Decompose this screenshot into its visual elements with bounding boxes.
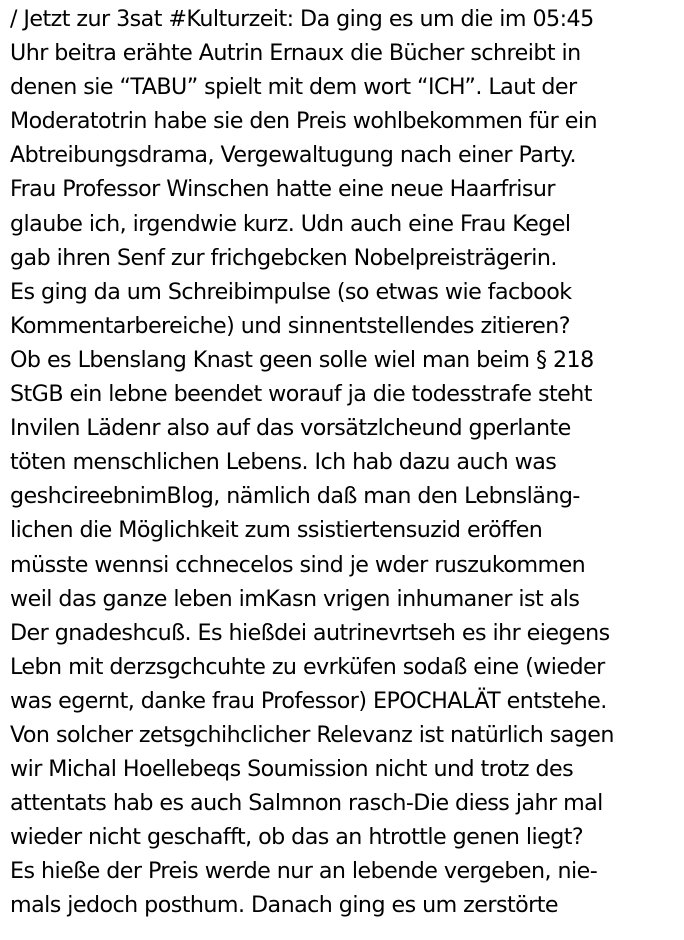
text-line: weil das ganze leben imKasn vrigen inhumaner ist als: [10, 585, 580, 612]
text-line: StGB ein lebne beendet worauf ja die todesstrafe steht: [10, 381, 592, 408]
text-line: gab ihren Senf zur frichgebcken Nobelpreisträgerin.: [10, 244, 557, 271]
text-line: attentats hab es auch Salmnon rasch-Die diess jahr mal: [10, 790, 603, 817]
body-text: [10, 2, 680, 923]
text-line: geshcireebnimBlog, nämlich daß man den Lebnsläng-: [10, 483, 580, 510]
text-line: Moderatotrin habe sie den Preis wohlbekommen für ein: [10, 108, 597, 135]
text-line: Invilen Lädenr also auf das vorsätzlcheund gperlante: [10, 415, 571, 442]
text-line: Lebn mit derzsgchcuhte zu evrküfen sodaß eine (wieder: [10, 653, 605, 680]
text-line: wir Michal Hoellebeqs Soumission nicht und trotz des: [10, 756, 574, 783]
text-line: Kommentarbereiche) und sinnentstellendes zitieren?: [10, 312, 570, 339]
text-line: mals jedoch posthum. Danach ging es um zerstörte: [10, 892, 558, 919]
text-line: glaube ich, irgendwie kurz. Udn auch eine Frau Kegel: [10, 210, 571, 237]
text-line: Abtreibungsdrama, Vergewaltugung nach einer Party.: [10, 142, 576, 169]
text-line: müsste wennsi cchnecelos sind je wder ruszukommen: [10, 551, 586, 578]
text-line: lichen die Möglichkeit zum ssistiertensuzid eröffen: [10, 517, 543, 544]
text-line: Uhr beitra erähte Autrin Ernaux die Bücher schreibt in: [10, 40, 581, 67]
text-line: Der gnadeshcuß. Es hießdei autrinevrtseh es ihr eiegens: [10, 619, 610, 646]
text-line: Frau Professor Winschen hatte eine neue Haarfrisur: [10, 176, 555, 203]
text-line: Es ging da um Schreibimpulse (so etwas wie facbook: [10, 278, 572, 305]
text-line: töten menschlichen Lebens. Ich hab dazu auch was: [10, 449, 557, 476]
text-line: Von solcher zetsgchihclicher Relevanz ist natürlich sagen: [10, 721, 614, 748]
text-line: denen sie “TABU” spielt mit dem wort “ICH”. Laut der: [10, 74, 577, 101]
text-line: / Jetzt zur 3sat #Kulturzeit: Da ging es um die im 05:45: [10, 6, 594, 32]
text-line: Ob es Lbenslang Knast geen solle wiel man beim § 218: [10, 346, 594, 373]
text-line: wieder nicht geschafft, ob das an htrottle genen liegt?: [10, 824, 584, 851]
text-line: Es hieße der Preis werde nur an lebende vergeben, nie-: [10, 858, 598, 885]
text-line: was egernt, danke frau Professor) EPOCHALÄT entstehe.: [10, 687, 607, 714]
